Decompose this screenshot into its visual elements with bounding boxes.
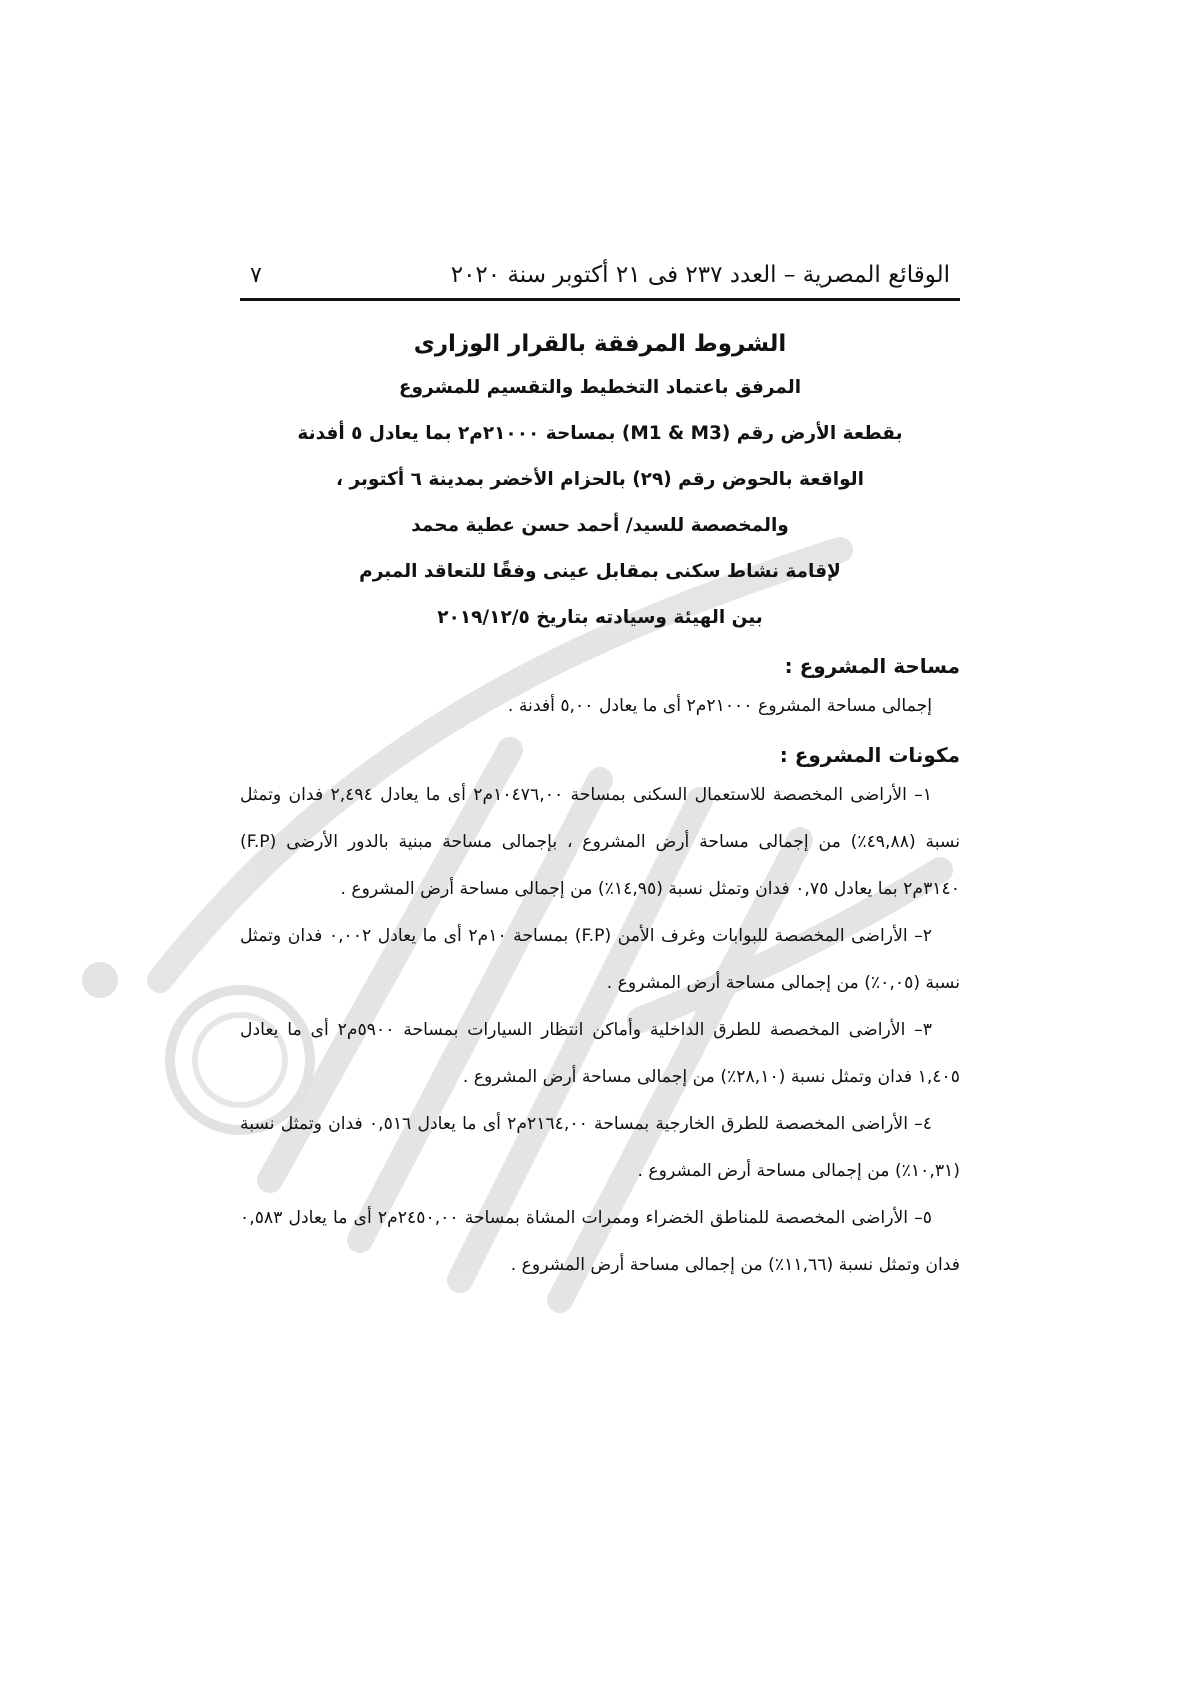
gazette-page <box>240 262 960 1289</box>
header-title: الوقائع المصرية – العدد ٢٣٧ فى ٢١ أكتوبر سنة ٢٠٢٠ <box>450 262 950 288</box>
page-header <box>240 262 960 301</box>
component-item: ٤– الأراضى المخصصة للطرق الخارجية بمساحة ٢١٦٤,٠٠م٢ أى ما يعادل ٠,٥١٦ فدان وتمثل نسبة (١٠,٣١٪) من إجمالى مساحة أرض المشروع . <box>240 1114 960 1181</box>
page-number: ٧ <box>250 263 262 288</box>
component-item: ٢– الأراضى المخصصة للبوابات وغرف الأمن (F.P) بمساحة ١٠م٢ أى ما يعادل ٠,٠٠٢ فدان وتمثل نسبة (٠,٠٥٪) من إجمالى مساحة أرض المشروع . <box>240 926 960 993</box>
area-text: إجمالى مساحة المشروع ٢١٠٠٠م٢ أى ما يعادل ٥,٠٠ أفدنة . <box>507 696 932 716</box>
subtitle-line: والمخصصة للسيد/ أحمد حسن عطية محمد <box>411 515 789 536</box>
component-item: ٥– الأراضى المخصصة للمناطق الخضراء وممرات المشاة بمساحة ٢٤٥٠,٠٠م٢ أى ما يعادل ٠,٥٨٣ فدان وتمثل نسبة (١١,٦٦٪) من إجمالى مساحة أرض المشروع . <box>240 1208 960 1275</box>
subtitle-line: بين الهيئة وسيادته بتاريخ ٢٠١٩/١٢/٥ <box>437 607 763 628</box>
subtitle-line: لإقامة نشاط سكنى بمقابل عينى وفقًا للتعاقد المبرم <box>359 561 841 582</box>
subtitle-line: المرفق باعتماد التخطيط والتقسيم للمشروع <box>398 377 802 398</box>
document-title: الشروط المرفقة بالقرار الوزارى <box>413 331 787 357</box>
area-heading: مساحة المشروع : <box>784 654 960 678</box>
subtitle-block <box>240 365 960 641</box>
subtitle-line: الواقعة بالحوض رقم (٢٩) بالحزام الأخضر بمدينة ٦ أكتوبر ، <box>336 469 864 490</box>
component-item: ٣– الأراضى المخصصة للطرق الداخلية وأماكن انتظار السيارات بمساحة ٥٩٠٠م٢ أى ما يعادل ١,٤٠٥ فدان وتمثل نسبة (٢٨,١٠٪) من إجمالى مساحة أرض المشروع . <box>240 1020 960 1087</box>
components-heading: مكونات المشروع : <box>779 743 960 767</box>
subtitle-line: بقطعة الأرض رقم (M1 & M3) بمساحة ٢١٠٠٠م٢ بما يعادل ٥ أفدنة <box>297 423 903 444</box>
component-item: ١– الأراضى المخصصة للاستعمال السكنى بمساحة ١٠٤٧٦,٠٠م٢ أى ما يعادل ٢,٤٩٤ فدان وتمثل نسبة (٤٩,٨٨٪) من إجمالى مساحة أرض المشروع ، بإجمالى مساحة مبنية بالدور الأرضى (F.P) ٣١٤٠م٢ بما يعادل ٠,٧٥ فدان وتمثل نسبة (١٤,٩٥٪) من إجمالى مساحة أرض المشروع . <box>240 785 960 899</box>
